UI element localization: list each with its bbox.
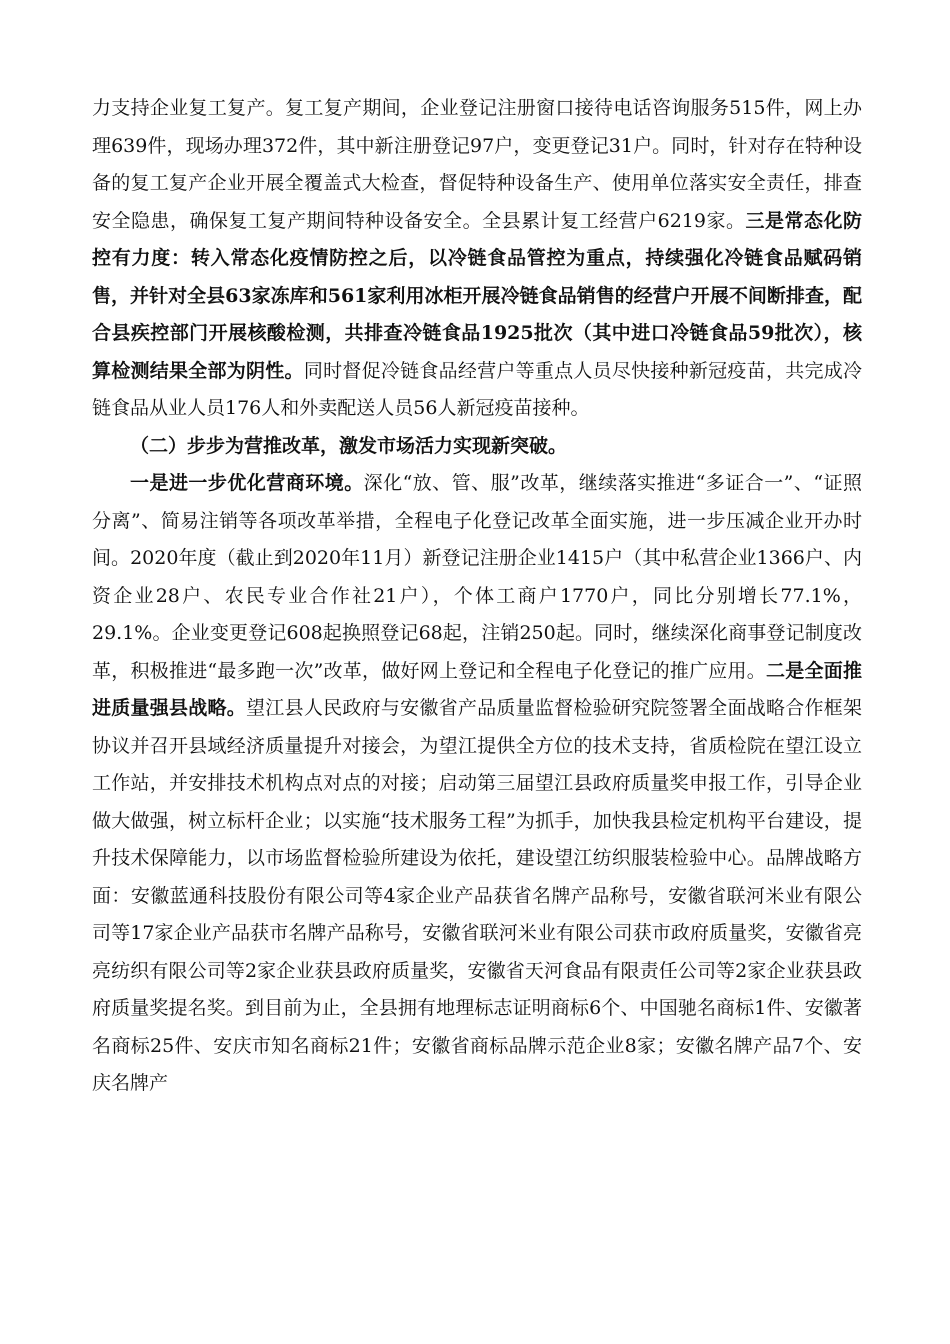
paragraph-reform — [92, 465, 862, 1103]
section-heading — [92, 428, 862, 466]
bold-text-span: 一是进一步优化营商环境。 — [130, 472, 364, 494]
text-span: 力支持企业复工复产。复工复产期间，企业登记注册窗口接待电话咨询服务515件，网上办理639件，现场办理372件，其中新注册登记97户，变更登记31户。同时，针对存在特种设备的复工复产企业开展全覆盖式大检查，督促特种设备生产、使用单位落实安全责任，排查安全隐患，确保复工复产期间特种设备安全。全县累计复工经营户6219家。 — [92, 97, 862, 232]
document-page — [92, 90, 862, 1103]
text-span: 望江县人民政府与安徽省产品质量监督检验研究院签署全面战略合作框架协议并召开县域经济质量提升对接会，为望江提供全方位的技术支持，省质检院在望江设立工作站，并安排技术机构点对点的对接；启动第三届望江县政府质量奖申报工作，引导企业做大做强，树立标杆企业；以实施“技术服务工程”为抓手，加快我县检定机构平台建设，提升技术保障能力，以市场监督检验所建设为依托，建设望江纺织服装检验中心。品牌战略方面：安徽蓝通科技股份有限公司等4家企业产品获省名牌产品称号，安徽省联河米业有限公司等17家企业产品获市名牌产品称号，安徽省联河米业有限公司获市政府质量奖，安徽省亮亮纺织有限公司等2家企业获县政府质量奖，安徽省天河食品有限责任公司等2家企业获县政府质量奖提名奖。到目前为止，全县拥有地理标志证明商标6个、中国驰名商标1件、安徽著名商标25件、安庆市知名商标21件；安徽省商标品牌示范企业8家；安徽名牌产品7个、安庆名牌产 — [92, 697, 862, 1094]
section-heading-text: （二）步步为营推改革，激发市场活力实现新突破。 — [130, 434, 568, 457]
text-span: 深化“放、管、服”改革，继续落实推进“多证合一”、“证照分离”、简易注销等各项改革举措，全程电子化登记改革全面实施，进一步压减企业开办时间。2020年度（截止到2020年11月）新登记注册企业1415户（其中私营企业1366户、内资企业28户、农民专业合作社21户），个体工商户1770户，同比分别增长77.1%，29.1%。企业变更登记608起换照登记68起，注销250起。同时，继续深化商事登记制度改革，积极推进“最多跑一次”改革，做好网上登记和全程电子化登记的推广应用。 — [92, 472, 862, 682]
text-span: 同时督促冷链食品经营户等重点人员尽快接种新冠疫苗，共完成冷链食品从业人员176人和外卖配送人员56人新冠疫苗接种。 — [92, 359, 862, 419]
bold-text-span: 二是全面推进质量强县战略。 — [92, 659, 862, 719]
bold-text-span: 三是常态化防控有力度：转入常态化疫情防控之后，以冷链食品管控为重点，持续强化冷链食品赋码销售，并针对全县63家冻库和561家利用冰柜开展冷链食品销售的经营户开展不间断排查，配合县疾控部门开展核酸检测，共排查冷链食品1925批次（其中进口冷链食品59批次），核算检测结果全部为阴性。 — [92, 209, 862, 382]
paragraph-covid-control — [92, 90, 862, 428]
